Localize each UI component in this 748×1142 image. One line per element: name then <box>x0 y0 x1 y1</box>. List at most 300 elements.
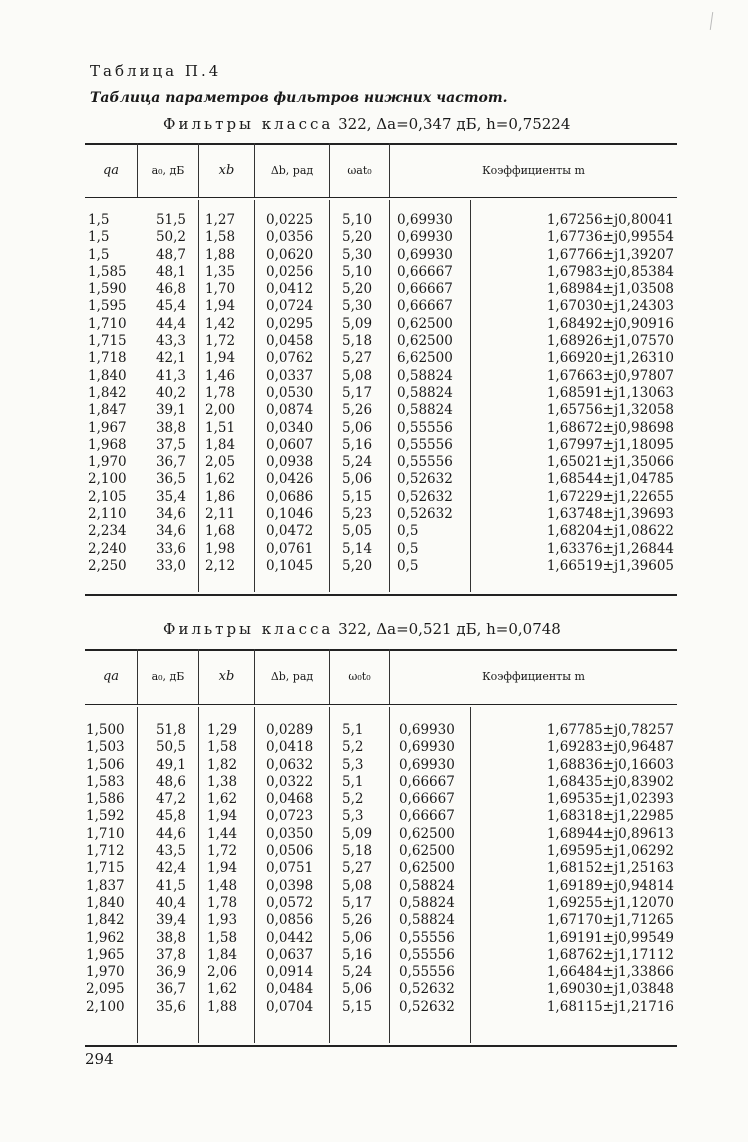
table2-cell-m2: 1,68115±j1,21716 <box>546 998 674 1015</box>
table2-cell-qa: 2,095 <box>86 981 125 998</box>
table2-cell-xb: 1,48 <box>207 877 238 894</box>
table1-cell-wt: 5,26 <box>342 402 373 419</box>
table2-cell-m1: 0,66667 <box>399 808 455 825</box>
table1-cell-wt: 5,17 <box>342 384 373 401</box>
table1-cell-m2: 1,65021±j1,35066 <box>546 454 674 471</box>
table2-cell-qa: 1,842 <box>86 912 125 929</box>
table2-subtitle <box>163 620 561 638</box>
table2-cell-m2: 1,68152±j1,25163 <box>546 860 674 877</box>
table1-cell-a0: 42,1 <box>155 350 186 367</box>
table2-header-a0: a₀, дБ <box>151 670 185 683</box>
table1-cell-m1: 0,55556 <box>397 419 453 436</box>
table1-cell-qa: 1,840 <box>88 367 127 384</box>
table1-cell-qa: 1,590 <box>88 281 127 298</box>
table2-header-db: Δb, рад <box>270 670 314 683</box>
table2-cell-m2: 1,69030±j1,03848 <box>546 981 674 998</box>
table1-cell-wt: 5,20 <box>342 281 373 298</box>
table1-cell-m2: 1,65756±j1,32058 <box>546 402 674 419</box>
table2-cell-a0: 38,8 <box>155 929 186 946</box>
table2-cell-wt: 5,09 <box>342 825 373 842</box>
table1-cell-a0: 46,8 <box>155 281 186 298</box>
table1-cell-xb: 1,98 <box>205 540 236 557</box>
table1-cell-m2: 1,68984±j1,03508 <box>546 281 674 298</box>
table1-cell-wt: 5,24 <box>342 454 373 471</box>
table1-cell-xb: 1,62 <box>205 471 236 488</box>
table2-subtitle-params: 322, Δa=0,521 дБ, h=0,0748 <box>338 620 561 638</box>
margin-mark <box>710 12 713 30</box>
table1-cell-xb: 1,94 <box>205 298 236 315</box>
table1-cell-db: 0,0686 <box>266 488 314 505</box>
table2-cell-wt: 5,16 <box>342 946 373 963</box>
table2-col-a0 <box>138 722 186 1016</box>
table2-cell-a0: 49,1 <box>155 756 186 773</box>
table1-cell-a0: 36,7 <box>155 454 186 471</box>
table1-cell-a0: 40,2 <box>155 384 186 401</box>
table1-cell-qa: 1,715 <box>88 333 127 350</box>
table1-cell-a0: 37,5 <box>155 436 186 453</box>
table1-cell-xb: 1,68 <box>205 523 236 540</box>
table1-cell-m2: 1,67663±j0,97807 <box>546 367 674 384</box>
table2-cell-xb: 1,58 <box>207 929 238 946</box>
table1-col-db <box>266 212 326 575</box>
table1-cell-db: 0,0412 <box>266 281 314 298</box>
table2-bottom-rule <box>85 1045 677 1047</box>
table1-cell-qa: 2,105 <box>88 488 127 505</box>
table1-col-xb <box>205 212 251 575</box>
table1-cell-m1: 0,66667 <box>397 263 453 280</box>
table2-cell-db: 0,0442 <box>266 929 314 946</box>
table2-cell-wt: 5,27 <box>342 860 373 877</box>
table1-cell-xb: 1,86 <box>205 488 236 505</box>
table2-cell-m1: 0,55556 <box>399 946 455 963</box>
table1-cell-db: 0,0472 <box>266 523 314 540</box>
table1-cell-m2: 1,67766±j1,39207 <box>546 246 674 263</box>
table1-cell-m2: 1,63748±j1,39693 <box>546 506 674 523</box>
table2-cell-wt: 5,2 <box>342 739 364 756</box>
table1-header-xb: x b <box>218 162 235 178</box>
table2-cell-db: 0,0572 <box>266 894 314 911</box>
table1-cell-xb: 1,46 <box>205 367 236 384</box>
table2-cell-a0: 45,8 <box>155 808 186 825</box>
table2-cell-wt: 5,3 <box>342 808 364 825</box>
table1-cell-m1: 0,66667 <box>397 281 453 298</box>
table1-cell-m2: 1,66519±j1,39605 <box>546 557 674 574</box>
table2-cell-qa: 1,506 <box>86 756 125 773</box>
table2-cell-m1: 0,58824 <box>399 877 455 894</box>
table1-header-rule <box>85 197 677 198</box>
table1-cell-xb: 1,72 <box>205 333 236 350</box>
table1-cell-m2: 1,67030±j1,24303 <box>546 298 674 315</box>
table2-cell-m2: 1,67170±j1,71265 <box>546 912 674 929</box>
table2-body-divider <box>329 707 330 1043</box>
table2-cell-a0: 47,2 <box>155 791 186 808</box>
table2-cell-xb: 1,29 <box>207 722 238 738</box>
table2-body-divider <box>254 707 255 1043</box>
table2-cell-a0: 40,4 <box>155 894 186 911</box>
table2-cell-m1: 0,69930 <box>399 722 455 738</box>
table2-header-qa: q a <box>102 669 120 684</box>
table2-cell-m2: 1,68435±j0,83902 <box>546 773 674 790</box>
table2-cell-xb: 1,62 <box>207 791 238 808</box>
table2-cell-wt: 5,15 <box>342 998 373 1015</box>
table1-cell-qa: 2,240 <box>88 540 127 557</box>
table1-cell-m2: 1,67997±j1,18095 <box>546 436 674 453</box>
table-label: Таблица П.4 <box>90 62 222 80</box>
table1-cell-xb: 2,12 <box>205 557 236 574</box>
table1-cell-a0: 34,6 <box>155 523 186 540</box>
table1-cell-qa: 1,5 <box>88 212 110 228</box>
table1-header-coefficients: Коэффициенты m <box>482 163 585 177</box>
table1-cell-db: 0,0426 <box>266 471 314 488</box>
table1-cell-wt: 5,20 <box>342 557 373 574</box>
table1-cell-m2: 1,66920±j1,26310 <box>546 350 674 367</box>
table1-cell-a0: 44,4 <box>155 315 186 332</box>
table1-cell-db: 0,0607 <box>266 436 314 453</box>
table2-cell-xb: 1,72 <box>207 843 238 860</box>
page-number: 294 <box>85 1050 114 1068</box>
table1-cell-qa: 2,110 <box>88 506 127 523</box>
table1-cell-m1: 6,62500 <box>397 350 453 367</box>
table1-cell-xb: 1,42 <box>205 315 236 332</box>
table2-cell-a0: 44,6 <box>155 825 186 842</box>
table1-cell-db: 0,0761 <box>266 540 314 557</box>
table1-cell-xb: 1,51 <box>205 419 236 436</box>
table1-cell-m2: 1,68926±j1,07570 <box>546 333 674 350</box>
table2-cell-qa: 1,503 <box>86 739 125 756</box>
table1-cell-xb: 1,94 <box>205 350 236 367</box>
table2-cell-wt: 5,18 <box>342 843 373 860</box>
table1-cell-qa: 1,847 <box>88 402 127 419</box>
table1-cell-a0: 43,3 <box>155 333 186 350</box>
table1-cell-m1: 0,52632 <box>397 506 453 523</box>
table1-cell-xb: 2,00 <box>205 402 236 419</box>
table1-cell-m1: 0,58824 <box>397 384 453 401</box>
table2-cell-wt: 5,08 <box>342 877 373 894</box>
table1-cell-m2: 1,68492±j0,90916 <box>546 315 674 332</box>
table2-cell-db: 0,0914 <box>266 964 314 981</box>
table1-bottom-rule <box>85 594 677 596</box>
table2-body-divider <box>470 707 471 1043</box>
table2-cell-db: 0,0506 <box>266 843 314 860</box>
table2-cell-m2: 1,68318±j1,22985 <box>546 808 674 825</box>
table2-cell-xb: 1,88 <box>207 998 238 1015</box>
table2-cell-wt: 5,1 <box>342 773 364 790</box>
table1-cell-m2: 1,67229±j1,22655 <box>546 488 674 505</box>
table1-cell-db: 0,0256 <box>266 263 314 280</box>
table2-cell-qa: 1,583 <box>86 773 125 790</box>
table1-cell-m2: 1,67736±j0,99554 <box>546 229 674 246</box>
table1-cell-qa: 1,595 <box>88 298 127 315</box>
table2-cell-xb: 2,06 <box>207 964 238 981</box>
table2-cell-db: 0,0723 <box>266 808 314 825</box>
table1-cell-wt: 5,06 <box>342 419 373 436</box>
table2-cell-qa: 1,837 <box>86 877 125 894</box>
table2-cell-wt: 5,06 <box>342 981 373 998</box>
table2-cell-m2: 1,67785±j0,78257 <box>546 722 674 738</box>
table2-col-qa <box>86 722 136 1016</box>
table1-cell-xb: 1,35 <box>205 263 236 280</box>
table1-cell-db: 0,0295 <box>266 315 314 332</box>
table1-cell-a0: 35,4 <box>155 488 186 505</box>
table2-cell-qa: 1,500 <box>86 722 125 738</box>
table2-col-db <box>266 722 326 1016</box>
table1-cell-m2: 1,67983±j0,85384 <box>546 263 674 280</box>
table1-cell-db: 0,1045 <box>266 557 314 574</box>
table2-cell-wt: 5,1 <box>342 722 364 738</box>
table1-cell-m1: 0,55556 <box>397 436 453 453</box>
table2-header-wt: ω₀t₀ <box>348 670 371 683</box>
table1-cell-m1: 0,58824 <box>397 402 453 419</box>
table2-col-m1 <box>399 722 469 1016</box>
table1-cell-qa: 2,100 <box>88 471 127 488</box>
table2-cell-db: 0,0350 <box>266 825 314 842</box>
table1-cell-a0: 39,1 <box>155 402 186 419</box>
table1-cell-wt: 5,14 <box>342 540 373 557</box>
table1-header-a0: a₀, дБ <box>151 163 185 177</box>
table1-cell-qa: 1,585 <box>88 263 127 280</box>
table1-cell-m1: 0,5 <box>397 523 419 540</box>
table1-cell-wt: 5,30 <box>342 298 373 315</box>
table1-cell-a0: 48,7 <box>155 246 186 263</box>
table1-cell-wt: 5,16 <box>342 436 373 453</box>
table1-cell-wt: 5,18 <box>342 333 373 350</box>
table1-header-wt: ωat₀ <box>347 163 372 177</box>
table2-cell-xb: 1,82 <box>207 756 238 773</box>
table1-cell-wt: 5,10 <box>342 263 373 280</box>
table1-cell-wt: 5,05 <box>342 523 373 540</box>
table2-cell-qa: 1,965 <box>86 946 125 963</box>
table2-cell-db: 0,0632 <box>266 756 314 773</box>
table2-cell-a0: 37,8 <box>155 946 186 963</box>
table1-cell-db: 0,0225 <box>266 212 314 228</box>
table2-cell-qa: 1,586 <box>86 791 125 808</box>
table2-cell-db: 0,0289 <box>266 722 314 738</box>
table1-cell-a0: 48,1 <box>155 263 186 280</box>
table2-cell-wt: 5,2 <box>342 791 364 808</box>
table2-cell-m1: 0,69930 <box>399 739 455 756</box>
table1-subtitle-prefix: Фильтры класса <box>163 115 334 133</box>
table1-body-divider <box>329 200 330 592</box>
table2-cell-m1: 0,52632 <box>399 981 455 998</box>
table1-cell-a0: 45,4 <box>155 298 186 315</box>
table1-cell-a0: 36,5 <box>155 471 186 488</box>
table1-cell-a0: 51,5 <box>155 212 186 228</box>
table1-cell-qa: 2,234 <box>88 523 127 540</box>
table2-cell-a0: 36,7 <box>155 981 186 998</box>
table1-cell-a0: 34,6 <box>155 506 186 523</box>
table2-cell-xb: 1,58 <box>207 739 238 756</box>
table2-cell-m2: 1,69189±j0,94814 <box>546 877 674 894</box>
table2-cell-a0: 50,5 <box>155 739 186 756</box>
table1-subtitle <box>163 115 570 133</box>
table2-cell-m2: 1,69535±j1,02393 <box>546 791 674 808</box>
table1-cell-wt: 5,23 <box>342 506 373 523</box>
table1-cell-wt: 5,08 <box>342 367 373 384</box>
table1-cell-db: 0,0356 <box>266 229 314 246</box>
table2-cell-db: 0,0398 <box>266 877 314 894</box>
table2-cell-db: 0,0704 <box>266 998 314 1015</box>
table1-cell-db: 0,0762 <box>266 350 314 367</box>
table2-cell-db: 0,0751 <box>266 860 314 877</box>
table2-cell-a0: 41,5 <box>155 877 186 894</box>
table2-cell-db: 0,0468 <box>266 791 314 808</box>
table2-cell-qa: 1,962 <box>86 929 125 946</box>
table2-cell-db: 0,0322 <box>266 773 314 790</box>
table2-header-coefficients: Коэффициенты m <box>482 670 585 683</box>
table1-cell-m1: 0,69930 <box>397 212 453 228</box>
table1-cell-a0: 41,3 <box>155 367 186 384</box>
table1-cell-xb: 1,84 <box>205 436 236 453</box>
table2-cell-a0: 43,5 <box>155 843 186 860</box>
table1-body-divider <box>470 200 471 592</box>
table2-col-m2 <box>476 722 674 1016</box>
table2-body-divider <box>198 707 199 1043</box>
table2-cell-m1: 0,58824 <box>399 894 455 911</box>
table1-cell-m2: 1,63376±j1,26844 <box>546 540 674 557</box>
table1-col-a0 <box>138 212 186 575</box>
table1-cell-db: 0,0340 <box>266 419 314 436</box>
table2-cell-wt: 5,24 <box>342 964 373 981</box>
table1-cell-qa: 1,5 <box>88 229 110 246</box>
table2-cell-m1: 0,58824 <box>399 912 455 929</box>
table1-cell-m1: 0,58824 <box>397 367 453 384</box>
table1-cell-wt: 5,15 <box>342 488 373 505</box>
table2-cell-db: 0,0484 <box>266 981 314 998</box>
table1-col-qa <box>88 212 136 575</box>
table1-cell-m2: 1,67256±j0,80041 <box>546 212 674 228</box>
table1-cell-m1: 0,69930 <box>397 229 453 246</box>
table2-cell-m2: 1,68944±j0,89613 <box>546 825 674 842</box>
table1-cell-xb: 1,78 <box>205 384 236 401</box>
table1-cell-m1: 0,62500 <box>397 315 453 332</box>
table1-cell-m1: 0,55556 <box>397 454 453 471</box>
table1-cell-qa: 1,710 <box>88 315 127 332</box>
table1-cell-a0: 33,6 <box>155 540 186 557</box>
table2-col-xb <box>207 722 253 1016</box>
table1-cell-xb: 1,27 <box>205 212 236 228</box>
table2-cell-m2: 1,69191±j0,99549 <box>546 929 674 946</box>
table2-cell-m1: 0,52632 <box>399 998 455 1015</box>
table1-col-wt <box>342 212 388 575</box>
table1-cell-m1: 0,62500 <box>397 333 453 350</box>
table2-cell-xb: 1,94 <box>207 860 238 877</box>
table1-cell-m1: 0,52632 <box>397 471 453 488</box>
table1-header-qa: q a <box>102 162 120 178</box>
table1-cell-db: 0,0620 <box>266 246 314 263</box>
table1-cell-m2: 1,68591±j1,13063 <box>546 384 674 401</box>
table1-cell-db: 0,0337 <box>266 367 314 384</box>
table2-cell-m1: 0,69930 <box>399 756 455 773</box>
table1-cell-wt: 5,27 <box>342 350 373 367</box>
table1-cell-qa: 2,250 <box>88 557 127 574</box>
table1-cell-qa: 1,842 <box>88 384 127 401</box>
table2-cell-wt: 5,06 <box>342 929 373 946</box>
table1-cell-xb: 1,88 <box>205 246 236 263</box>
table2-cell-m1: 0,66667 <box>399 773 455 790</box>
table1-col-m1 <box>397 212 467 575</box>
table1-cell-db: 0,0724 <box>266 298 314 315</box>
table2-cell-m1: 0,66667 <box>399 791 455 808</box>
table2-cell-m2: 1,66484±j1,33866 <box>546 964 674 981</box>
table1-header-db: Δb, рад <box>270 163 314 177</box>
table2-cell-wt: 5,26 <box>342 912 373 929</box>
table2-cell-m1: 0,62500 <box>399 843 455 860</box>
table1-cell-qa: 1,5 <box>88 246 110 263</box>
table2-cell-qa: 1,715 <box>86 860 125 877</box>
table1-cell-m1: 0,5 <box>397 557 419 574</box>
table2-cell-m2: 1,68762±j1,17112 <box>546 946 674 963</box>
table1-cell-a0: 50,2 <box>155 229 186 246</box>
table1-subtitle-params: 322, Δa=0,347 дБ, h=0,75224 <box>338 115 571 133</box>
table2-cell-qa: 1,970 <box>86 964 125 981</box>
table2-cell-db: 0,0418 <box>266 739 314 756</box>
table2-cell-a0: 48,6 <box>155 773 186 790</box>
table1-cell-wt: 5,20 <box>342 229 373 246</box>
table1-cell-m2: 1,68204±j1,08622 <box>546 523 674 540</box>
table1-cell-qa: 1,967 <box>88 419 127 436</box>
table1-cell-xb: 2,05 <box>205 454 236 471</box>
table1-cell-m1: 0,5 <box>397 540 419 557</box>
table1-cell-m1: 0,66667 <box>397 298 453 315</box>
table2-cell-m2: 1,68836±j0,16603 <box>546 756 674 773</box>
table2-body-divider <box>389 707 390 1043</box>
table2-cell-db: 0,0637 <box>266 946 314 963</box>
table1-cell-xb: 2,11 <box>205 506 236 523</box>
table2-cell-m1: 0,55556 <box>399 929 455 946</box>
table2-cell-db: 0,0856 <box>266 912 314 929</box>
table1-body-divider <box>198 200 199 592</box>
table2-cell-m1: 0,62500 <box>399 860 455 877</box>
table2-cell-qa: 1,592 <box>86 808 125 825</box>
table1-cell-qa: 1,718 <box>88 350 127 367</box>
table2-header-xb: x b <box>218 669 235 684</box>
table2-col-wt <box>342 722 388 1016</box>
table1-cell-m2: 1,68672±j0,98698 <box>546 419 674 436</box>
table2-cell-a0: 39,4 <box>155 912 186 929</box>
table1-cell-a0: 38,8 <box>155 419 186 436</box>
table2-cell-xb: 1,94 <box>207 808 238 825</box>
table1-cell-wt: 5,06 <box>342 471 373 488</box>
table1-cell-db: 0,1046 <box>266 506 314 523</box>
table1-cell-db: 0,0458 <box>266 333 314 350</box>
table1-cell-qa: 1,970 <box>88 454 127 471</box>
table-title: Таблица параметров фильтров нижних частот. <box>90 90 508 106</box>
table2-cell-a0: 42,4 <box>155 860 186 877</box>
table1-cell-xb: 1,58 <box>205 229 236 246</box>
table2-cell-m2: 1,69283±j0,96487 <box>546 739 674 756</box>
table1-cell-db: 0,0938 <box>266 454 314 471</box>
table1-cell-wt: 5,30 <box>342 246 373 263</box>
table2-cell-qa: 2,100 <box>86 998 125 1015</box>
table1-cell-db: 0,0874 <box>266 402 314 419</box>
table2-cell-m1: 0,62500 <box>399 825 455 842</box>
table1-cell-m1: 0,52632 <box>397 488 453 505</box>
table2-cell-qa: 1,840 <box>86 894 125 911</box>
table2-cell-m2: 1,69595±j1,06292 <box>546 843 674 860</box>
table1-col-m2 <box>476 212 674 575</box>
table2-header-rule <box>85 704 677 705</box>
table1-cell-db: 0,0530 <box>266 384 314 401</box>
table1-body-divider <box>254 200 255 592</box>
table2-cell-wt: 5,3 <box>342 756 364 773</box>
table2-cell-m1: 0,55556 <box>399 964 455 981</box>
table2-cell-m2: 1,69255±j1,12070 <box>546 894 674 911</box>
table2-cell-qa: 1,712 <box>86 843 125 860</box>
table2-cell-qa: 1,710 <box>86 825 125 842</box>
table1-cell-m2: 1,68544±j1,04785 <box>546 471 674 488</box>
table2-cell-xb: 1,93 <box>207 912 238 929</box>
table2-cell-xb: 1,78 <box>207 894 238 911</box>
